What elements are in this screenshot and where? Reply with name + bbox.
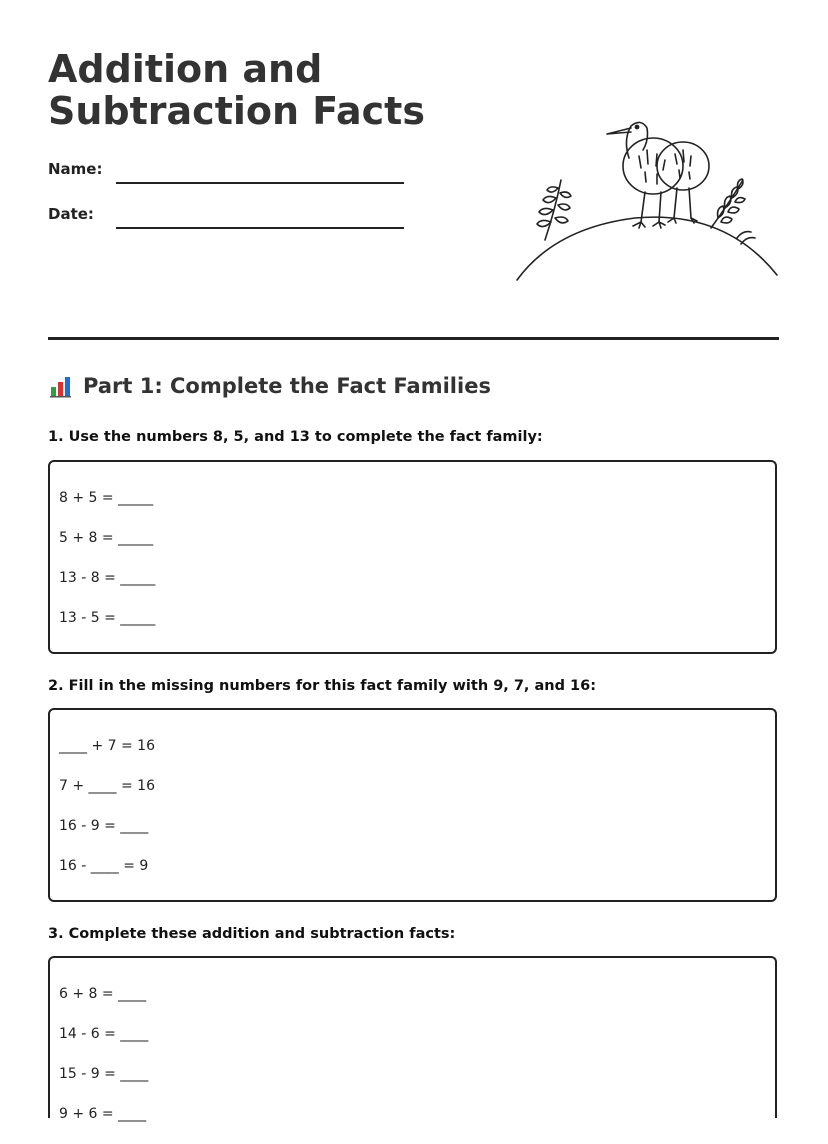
problem: 6 + 8 = ____ <box>59 986 147 1002</box>
date-line <box>116 227 404 229</box>
date-label: Date: <box>48 205 94 223</box>
problem: ____ + 7 = 16 <box>59 738 155 754</box>
part-1-title: Part 1: Complete the Fact Families <box>83 374 491 398</box>
worksheet-title <box>48 48 428 132</box>
name-field <box>48 160 408 190</box>
problem: 13 - 5 = _____ <box>59 610 156 626</box>
question-3-box <box>48 956 777 1122</box>
name-label: Name: <box>48 160 103 178</box>
worksheet-header <box>48 48 779 288</box>
problem: 15 - 9 = ____ <box>59 1066 149 1082</box>
question-3-prompt: 3. Complete these addition and subtraction facts: <box>48 926 456 942</box>
question-1-prompt: 1. Use the numbers 8, 5, and 13 to complete the fact family: <box>48 429 543 445</box>
question-2-box <box>48 708 777 902</box>
date-field <box>48 205 408 235</box>
section-divider <box>48 337 779 340</box>
problem: 16 - ____ = 9 <box>59 858 149 874</box>
problem: 7 + ____ = 16 <box>59 778 155 794</box>
name-line <box>116 182 404 184</box>
problem: 5 + 8 = _____ <box>59 530 154 546</box>
title-line-1: Addition and <box>48 47 323 91</box>
problem: 8 + 5 = _____ <box>59 490 154 506</box>
question-2-prompt: 2. Fill in the missing numbers for this fact family with 9, 7, and 16: <box>48 678 596 694</box>
kiwi-bird-illustration <box>515 110 780 285</box>
problem: 13 - 8 = _____ <box>59 570 156 586</box>
problem: 16 - 9 = ____ <box>59 818 149 834</box>
problem: 14 - 6 = ____ <box>59 1026 149 1042</box>
question-1-box <box>48 460 777 654</box>
bar-chart-icon <box>48 374 72 398</box>
problem: 9 + 6 = ____ <box>59 1106 147 1122</box>
title-line-2: Subtraction Facts <box>48 89 425 133</box>
part-1-heading <box>48 374 491 398</box>
